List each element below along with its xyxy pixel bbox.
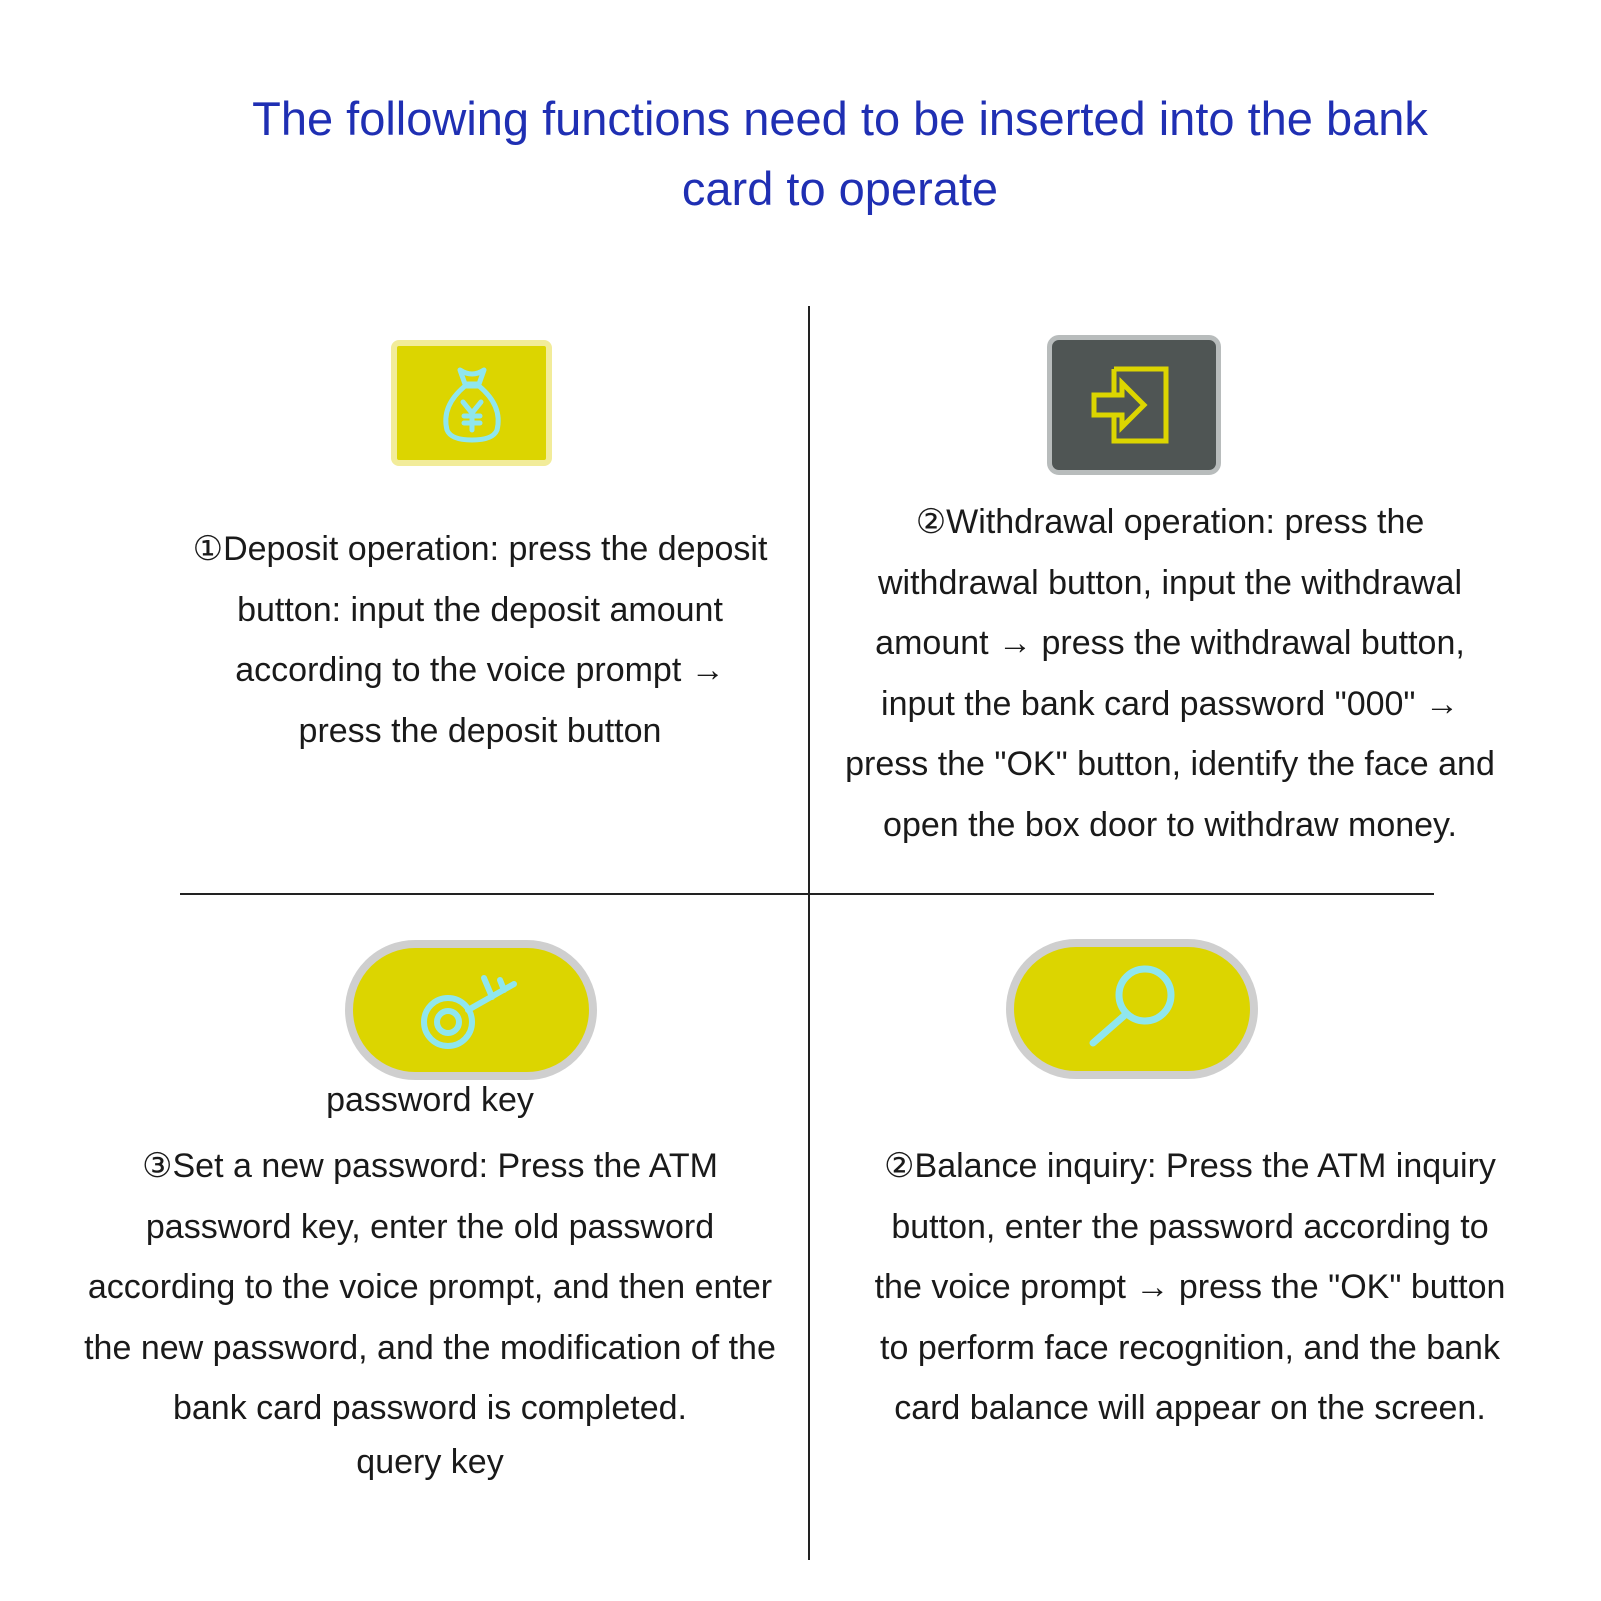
balance-description [840,1136,1540,1439]
horizontal-divider [180,893,1434,895]
withdrawal-line: open the box door to withdraw money. [883,805,1457,844]
password-key-label: password key [326,1081,534,1119]
enter-door-icon [1084,355,1184,455]
deposit-line: press the deposit button [298,711,662,750]
password-description [50,1136,810,1439]
password-line: bank card password is completed. [172,1389,688,1427]
withdrawal-line: amount → press the withdrawal button, [875,624,1465,662]
query-key-button[interactable] [1006,939,1258,1079]
withdrawal-line: press the "OK" button, identify the face and [845,745,1495,783]
deposit-description [170,519,790,761]
balance-line: button, enter the password according to [891,1207,1489,1246]
deposit-line: button: input the deposit amount [237,590,723,629]
withdrawal-description [820,492,1520,855]
withdrawal-button[interactable] [1047,335,1221,475]
query-key-label: query key [356,1443,504,1481]
withdrawal-line: ②Withdrawal operation: press the [915,503,1425,541]
deposit-button[interactable] [391,340,552,466]
password-line: ③Set a new password: Press the ATM [142,1147,718,1185]
key-icon [416,960,526,1060]
withdrawal-line: input the bank card password "000" → [881,684,1459,723]
password-line: the new password, and the modification of the [84,1328,776,1367]
title-line-1: The following functions need to be inserted into the bank [252,92,1428,145]
money-bag-yen-icon [427,358,517,448]
title-line-2: card to operate [681,162,999,215]
password-line: password key, enter the old password [145,1207,715,1246]
page-title [200,84,1480,224]
deposit-line: ①Deposit operation: press the deposit [192,530,768,568]
password-key-button[interactable] [345,940,597,1080]
magnifier-icon [1077,959,1187,1059]
balance-line: card balance will appear on the screen. [894,1389,1486,1427]
password-line: according to the voice prompt, and then enter [87,1268,773,1306]
withdrawal-line: withdrawal button, input the withdrawal [878,563,1462,602]
deposit-line: according to the voice prompt → [235,651,725,689]
balance-line: the voice prompt → press the "OK" button [874,1268,1506,1306]
balance-line: to perform face recognition, and the bank [880,1328,1500,1367]
balance-line: ②Balance inquiry: Press the ATM inquiry [884,1147,1496,1185]
